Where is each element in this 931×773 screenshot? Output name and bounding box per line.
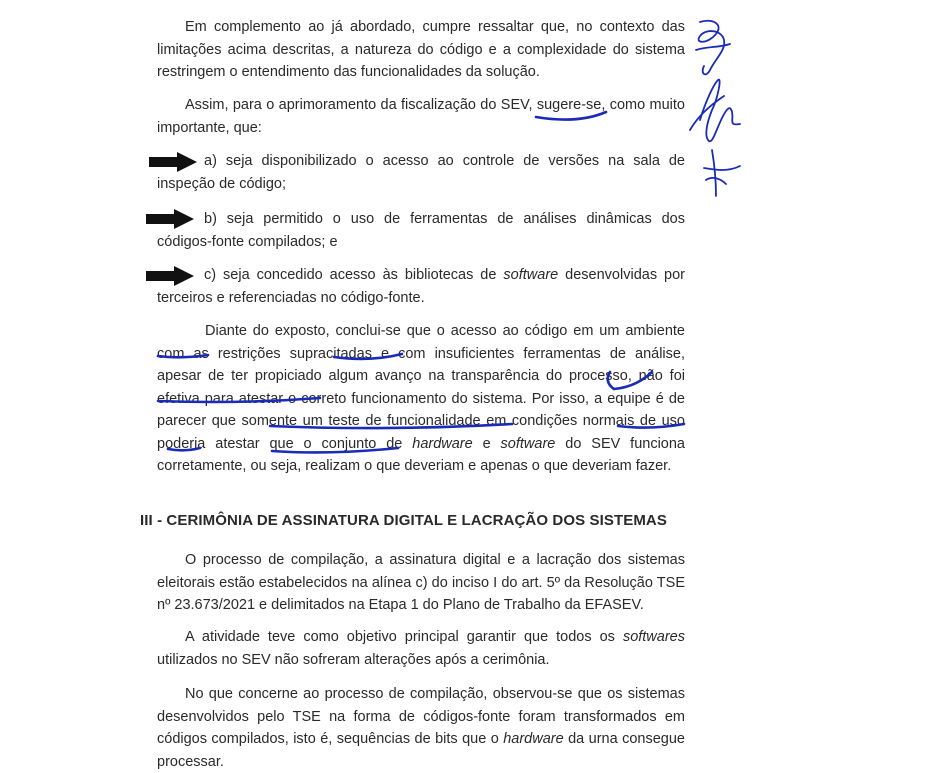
paragraph-diante: Diante do exposto, conclui-se que o acesso ao código em um ambiente com as restrições supracitadas e com insuficientes ferramentas de análise, apesar de ter propiciado algum avanço na transparência do processo, não foi efetiva para atestar o correto funcionamento do sistema. Por isso, a equipe é de parecer que somente um teste de funcionalidade em condições normais de uso poderia atestar que o conjunto de hardware e software do SEV funciona corretamente, ou seja, realizam o que deveriam e apenas o que deveriam fazer.	[157, 323, 685, 474]
section-heading: III - CERIMÔNIA DE ASSINATURA DIGITAL E LACRAÇÃO DOS SISTEMAS	[140, 512, 667, 529]
list-item-a: a) seja disponibilizado o acesso ao controle de versões na sala de inspeção de código;	[157, 153, 685, 192]
paragraph-assim: Assim, para o aprimoramento da fiscalização do SEV, sugere-se, como muito importante, que:	[157, 97, 685, 136]
list-item-c: c) seja concedido acesso às bibliotecas de software desenvolvidas por terceiros e referenciadas no código-fonte.	[157, 267, 685, 306]
paragraph-compilacao: No que concerne ao processo de compilação, observou-se que os sistemas desenvolvidos pelo TSE na forma de códigos-fonte foram transformados em códigos compilados, isto é, sequências de bits que o hardware da urna consegue processar.	[157, 686, 685, 770]
paragraph-processo: O processo de compilação, a assinatura digital e a lacração dos sistemas eleitorais estão estabelecidos na alínea c) do inciso I do art. 5º da Resolução TSE nº 23.673/2021 e delimitados na Etapa 1 do Plano de Trabalho da EFASEV.	[157, 552, 685, 613]
paragraph-complemento: Em complemento ao já abordado, cumpre ressaltar que, no contexto das limitações acima descritas, a natureza do código e a complexidade do sistema restringem o entendimento das funcionalidades da solução.	[157, 19, 685, 80]
list-item-b: b) seja permitido o uso de ferramentas de análises dinâmicas dos códigos-fonte compilados; e	[157, 211, 685, 250]
paragraph-atividade: A atividade teve como objetivo principal garantir que todos os softwares utilizados no SEV não sofreram alterações após a cerimônia.	[157, 629, 685, 668]
